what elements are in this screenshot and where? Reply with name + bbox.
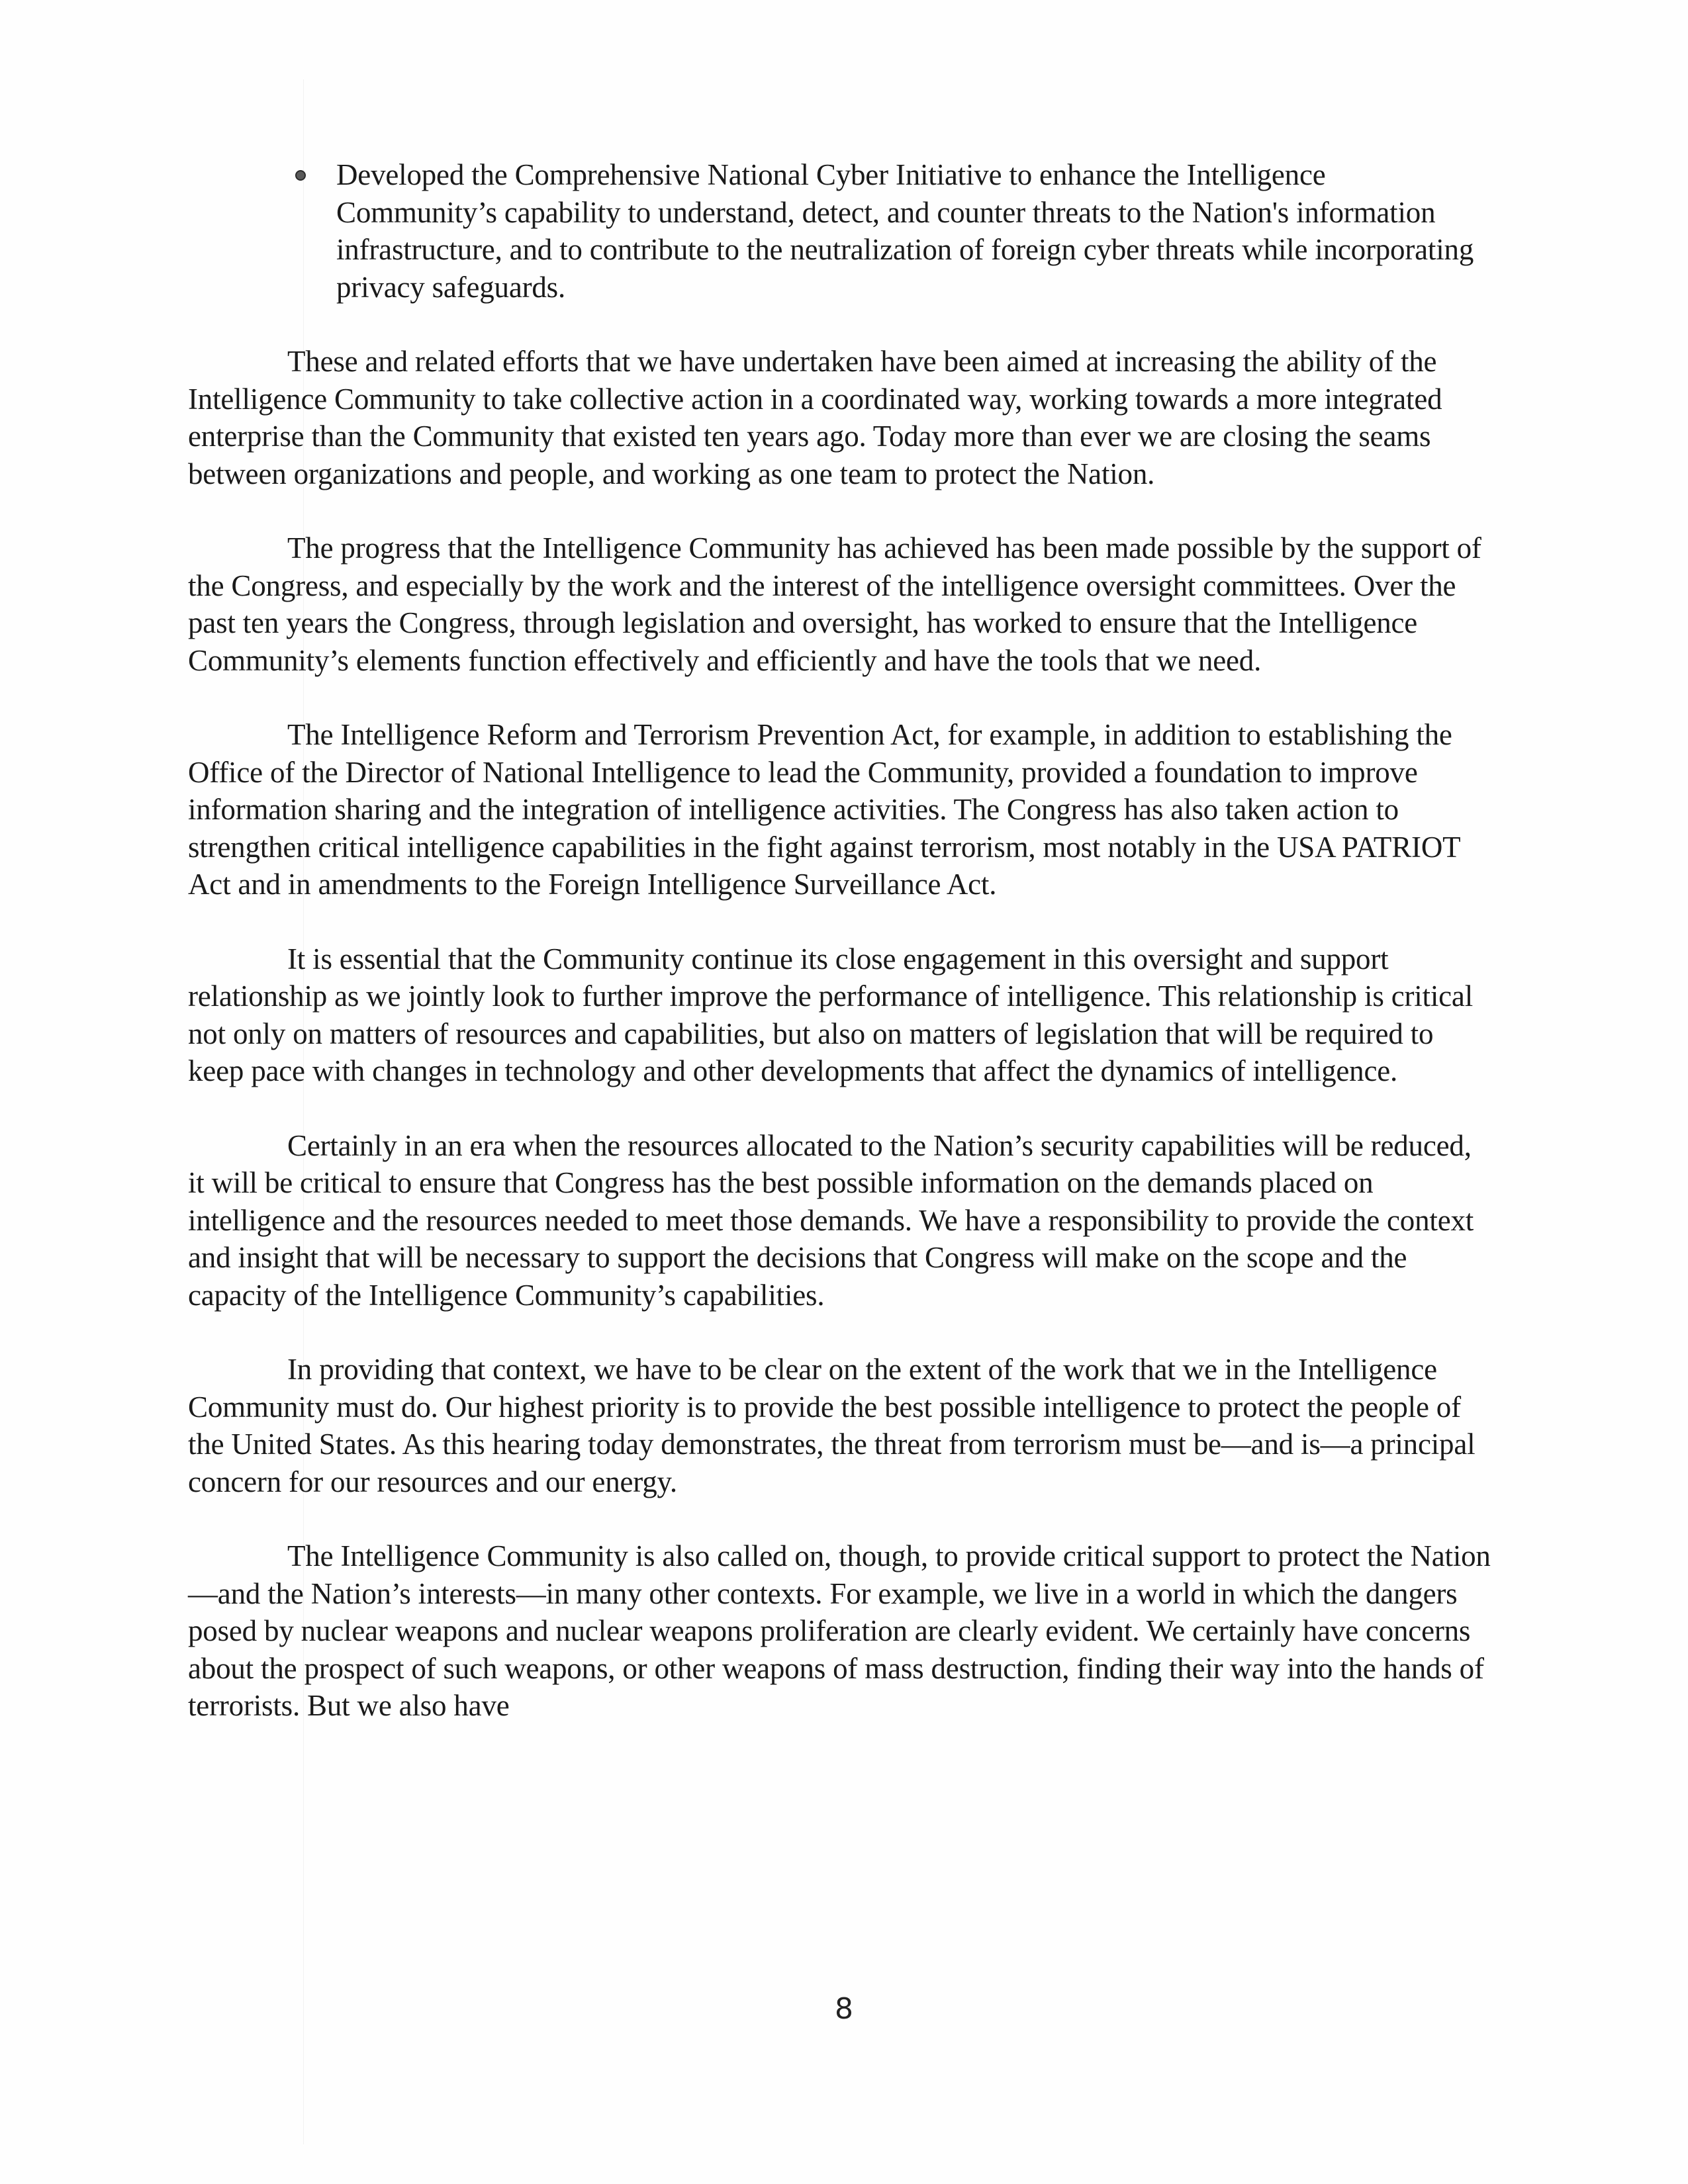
paragraph-irtpa: The Intelligence Reform and Terrorism Prevention Act, for example, in addition to establishing the Office of the Director of National Intelligence to lead the Community, provided a foundation to improve information sharing and the integration of intelligence activities. The Congress has also taken action to strengthen critical intelligence capabilities in the fight against terrorism, most notably in the USA PATRIOT Act and in amendments to the Foreign Intelligence Surveillance Act.	[188, 718, 1460, 901]
page-number: 8	[835, 1992, 853, 2026]
paragraph-progress: The progress that the Intelligence Community has achieved has been made possible by the support of the Congress, and especially by the work and the interest of the intelligence oversight committees. Over the past ten years the Congress, through legislation and oversight, has worked to ensure that the Intelligence Community’s elements function effectively and efficiently and have the tools that we need.	[188, 531, 1481, 677]
bullet-text: Developed the Comprehensive National Cyber Initiative to enhance the Intelligence Community’s capability to understand, detect, and counter threats to the Nation's information infrastructure, and to contribute to the neutralization of foreign cyber threats while incorporating privacy safeguards.	[336, 158, 1474, 304]
page-body	[188, 156, 1499, 1762]
paragraph-other-contexts: The Intelligence Community is also called on, though, to provide critical support to protect the Nation—and the Nation’s interests—in many other contexts. For example, we live in a world in which the dangers posed by nuclear weapons and nuclear weapons proliferation are clearly evident. We certainly have concerns about the prospect of such weapons, or other weapons of mass destruction, finding their way into the hands of terrorists. But we also have	[188, 1539, 1491, 1722]
bullet-list-item	[188, 156, 1499, 306]
paragraph-context: In providing that context, we have to be clear on the extent of the work that we in the Intelligence Community must do. Our highest priority is to provide the best possible intelligence to protect the people of the United States. As this hearing today demonstrates, the threat from terrorism must be—and is—a principal concern for our resources and our energy.	[188, 1353, 1476, 1498]
paragraph-oversight: It is essential that the Community continue its close engagement in this oversight and support relationship as we jointly look to further improve the performance of intelligence. This relationship is critical not only on matters of resources and capabilities, but also on matters of legislation that will be required to keep pace with changes in technology and other developments that affect the dynamics of intelligence.	[188, 942, 1474, 1087]
paragraph-related-efforts: These and related efforts that we have undertaken have been aimed at increasing the ability of the Intelligence Community to take collective action in a coordinated way, working towards a more integrated enterprise than the Community that existed ten years ago. Today more than ever we are closing the seams between organizations and people, and working as one team to protect the Nation.	[188, 345, 1442, 490]
paragraph-resources: Certainly in an era when the resources allocated to the Nation’s security capabilities will be reduced, it will be critical to ensure that Congress has the best possible information on the demands placed on intelligence and the resources needed to meet those demands. We have a responsibility to provide the context and insight that will be necessary to support the decisions that Congress will make on the scope and the capacity of the Intelligence Community’s capabilities.	[188, 1128, 1474, 1312]
bullet-icon	[295, 170, 306, 181]
